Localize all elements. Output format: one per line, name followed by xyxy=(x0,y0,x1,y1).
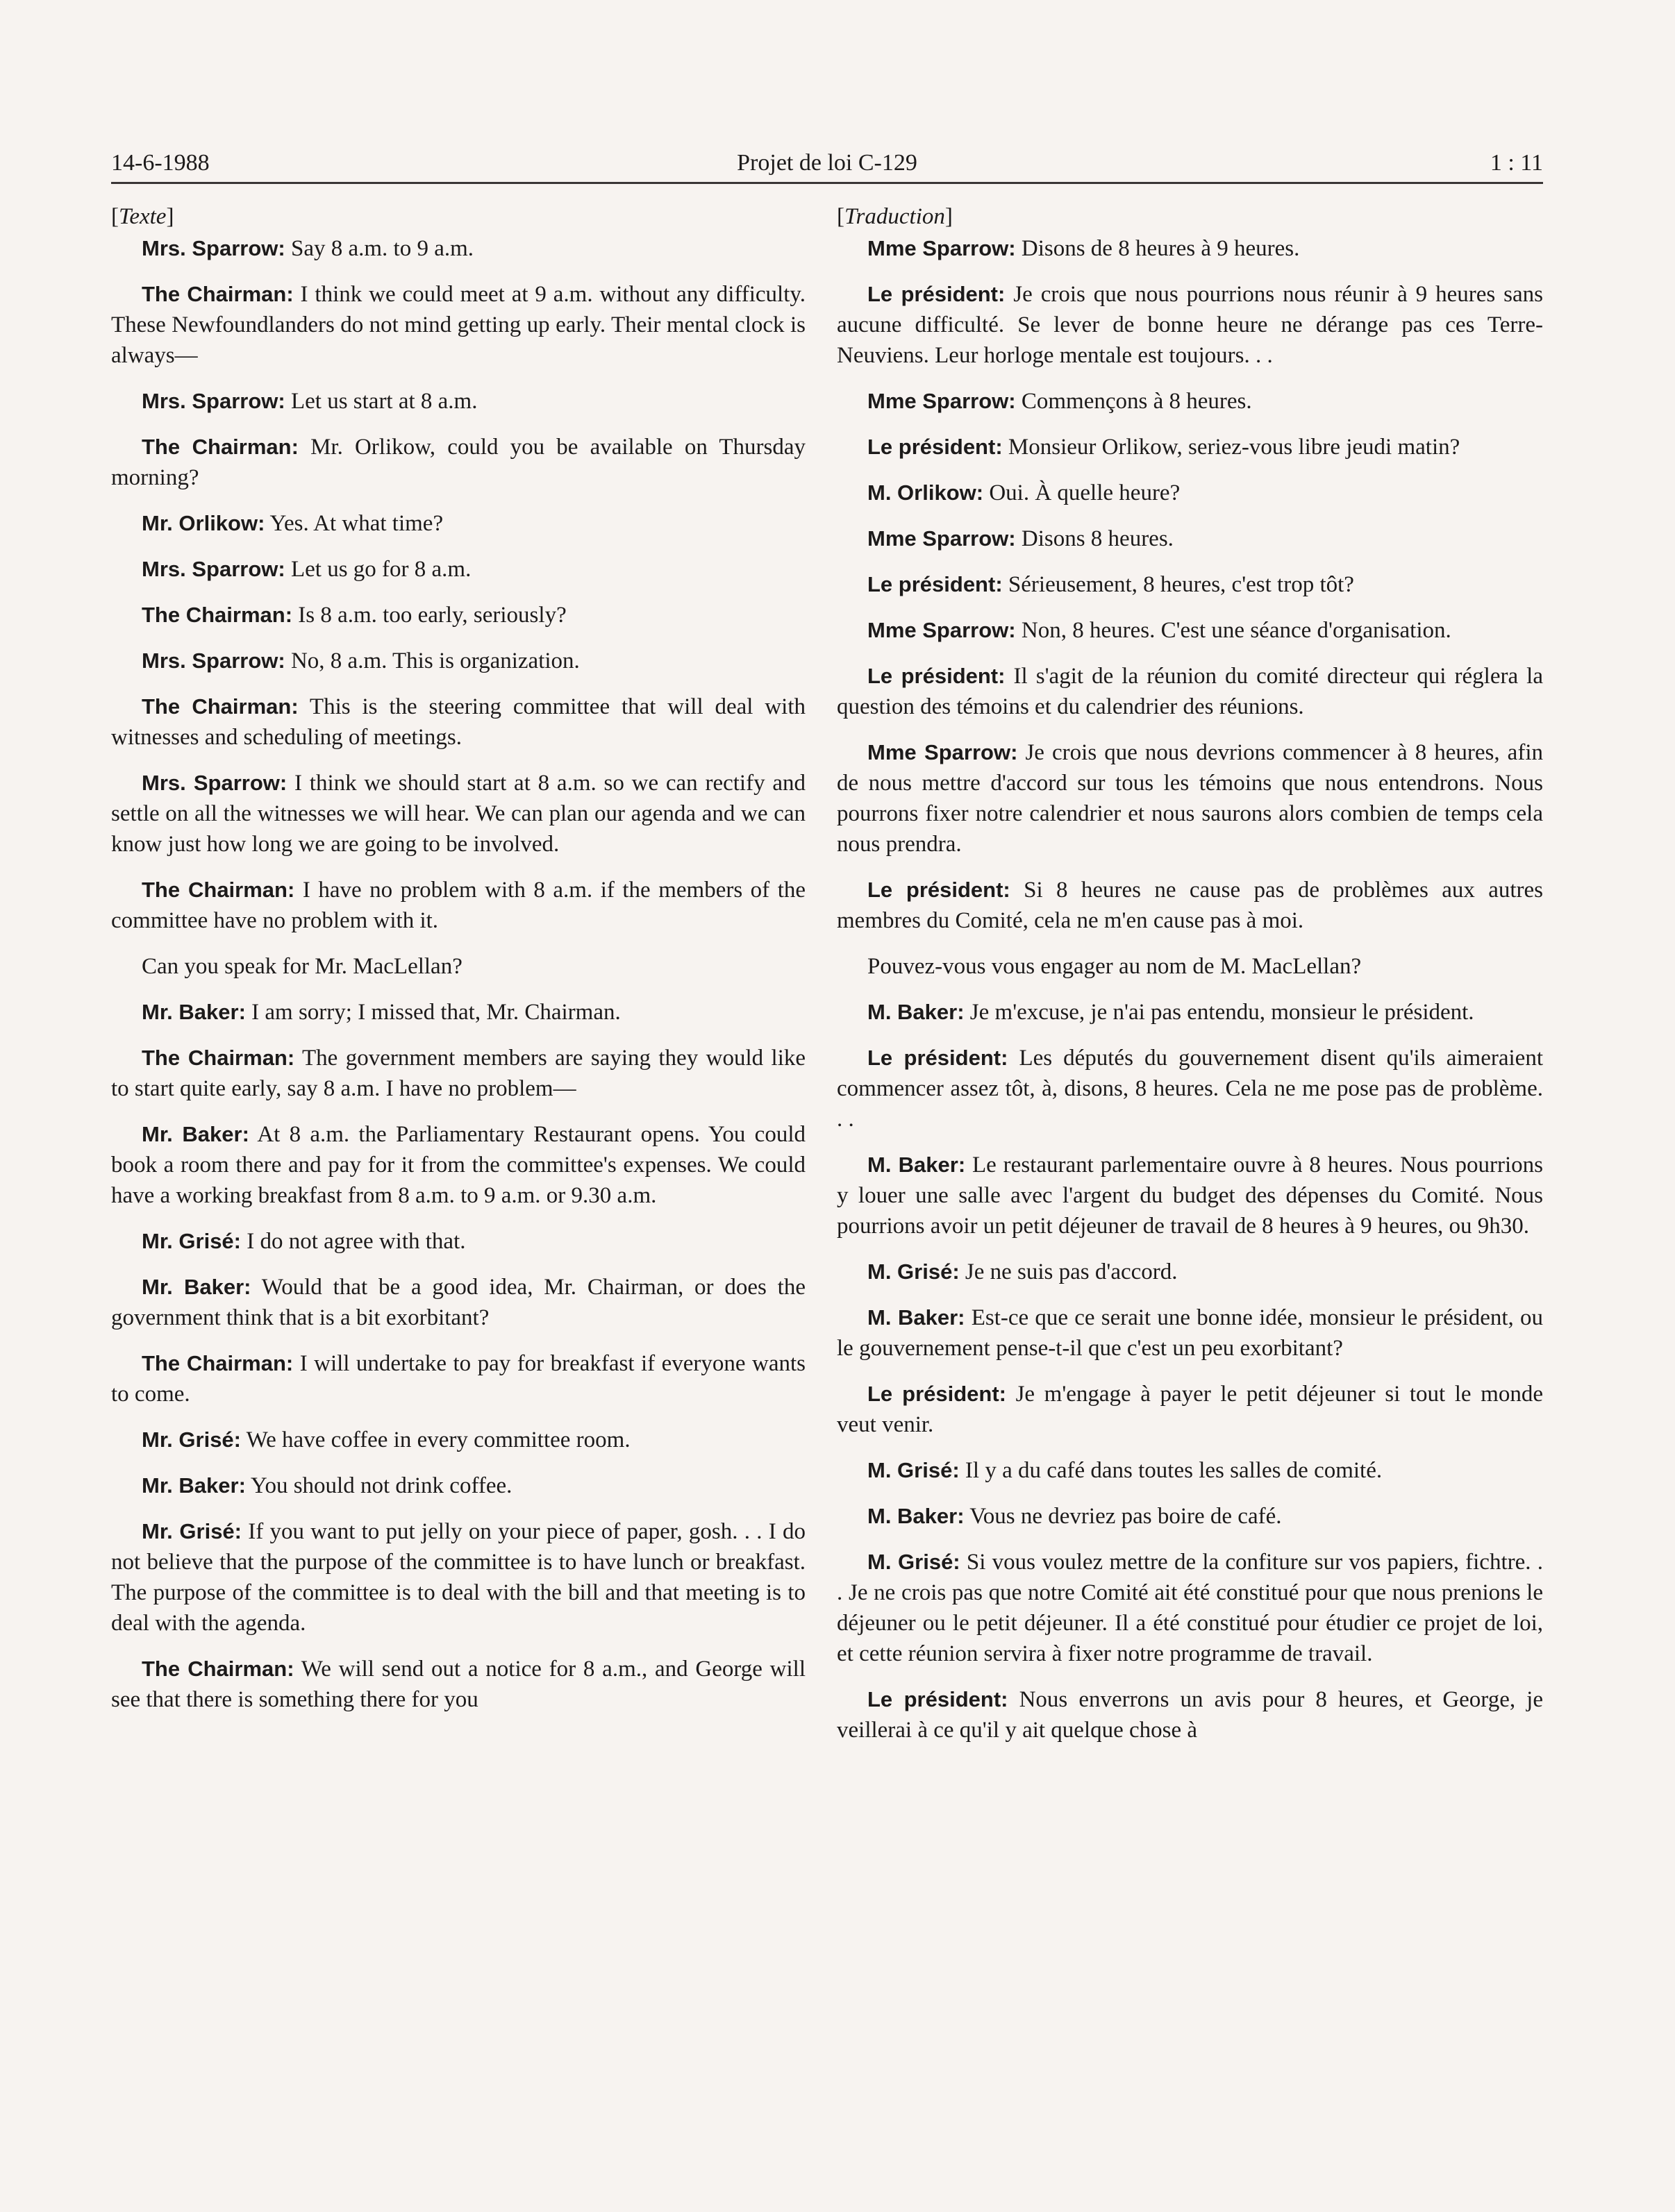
speech-text: Is 8 a.m. too early, seriously? xyxy=(292,603,567,628)
speech-paragraph xyxy=(111,600,806,630)
speech-paragraph xyxy=(111,508,806,539)
speech-text: I am sorry; I missed that, Mr. Chairman. xyxy=(245,1000,621,1025)
speaker-name: The Chairman: xyxy=(142,603,293,627)
speaker-name: Mr. Grisé: xyxy=(142,1229,241,1253)
speech-paragraph xyxy=(111,875,806,936)
speech-text: Les députés du gouvernement disent qu'ils aimeraient commencer assez tôt, à, disons, 8 heures. Cela ne me pose pas de problème. . . xyxy=(837,1046,1543,1132)
speaker-name: M. Baker: xyxy=(867,1504,965,1528)
speaker-name: Mrs. Sparrow: xyxy=(142,771,288,795)
english-column xyxy=(111,201,806,1730)
speaker-name: The Chairman: xyxy=(142,282,294,306)
speaker-name: M. Grisé: xyxy=(867,1458,960,1482)
speaker-name: The Chairman: xyxy=(142,1351,294,1375)
speaker-name: Mrs. Sparrow: xyxy=(142,648,285,673)
speech-text: Je m'excuse, je n'ai pas entendu, monsieur le président. xyxy=(964,1000,1474,1025)
speech-text: We have coffee in every committee room. xyxy=(241,1427,631,1452)
speech-paragraph xyxy=(111,1272,806,1333)
speaker-name: Mr. Baker: xyxy=(142,1473,246,1498)
speech-paragraph xyxy=(111,646,806,676)
speech-paragraph xyxy=(837,1043,1543,1134)
speech-paragraph xyxy=(111,951,806,982)
speech-text: Let us start at 8 a.m. xyxy=(285,389,478,414)
speaker-name: M. Grisé: xyxy=(867,1259,960,1284)
speech-text: Would that be a good idea, Mr. Chairman, or does the government think that is a bit exorbitant? xyxy=(111,1275,806,1330)
page-header xyxy=(111,146,1543,181)
speech-text: No, 8 a.m. This is organization. xyxy=(285,648,580,673)
speech-paragraph xyxy=(837,661,1543,722)
speech-paragraph xyxy=(837,386,1543,417)
speaker-name: Mrs. Sparrow: xyxy=(142,389,285,413)
speaker-name: Le président: xyxy=(867,572,1003,596)
speech-paragraph xyxy=(111,692,806,753)
speech-text: If you want to put jelly on your piece of paper, gosh. . . I do not believe that the purpose of the committee is to have lunch or breakfast. The purpose of the committee is to deal with the bill and that meeting is to deal with the agenda. xyxy=(111,1519,806,1636)
speech-text: Vous ne devriez pas boire de café. xyxy=(964,1504,1282,1529)
speech-text: This is the steering committee that will deal with witnesses and scheduling of meetings. xyxy=(111,694,806,750)
speaker-name: Le président: xyxy=(867,1382,1006,1406)
speaker-name: Le président: xyxy=(867,435,1003,459)
speaker-name: Mme Sparrow: xyxy=(867,618,1016,642)
speech-paragraph xyxy=(837,523,1543,554)
speech-paragraph xyxy=(111,1654,806,1715)
speech-text: Say 8 a.m. to 9 a.m. xyxy=(285,236,474,261)
speaker-name: Mme Sparrow: xyxy=(867,389,1016,413)
speech-text: Let us go for 8 a.m. xyxy=(285,557,472,582)
speech-paragraph xyxy=(111,279,806,371)
speech-text: Si 8 heures ne cause pas de problèmes aux autres membres du Comité, cela ne m'en cause pas à moi. xyxy=(837,878,1543,933)
speaker-name: Mme Sparrow: xyxy=(867,740,1018,764)
speech-text: I do not agree with that. xyxy=(241,1229,466,1254)
speaker-name: M. Baker: xyxy=(867,1305,965,1330)
column-label: [Texte] xyxy=(111,204,174,229)
speech-paragraph xyxy=(111,1043,806,1104)
speech-text: Non, 8 heures. C'est une séance d'organisation. xyxy=(1015,618,1451,643)
speech-text: Disons de 8 heures à 9 heures. xyxy=(1015,236,1300,261)
speech-text: Monsieur Orlikow, seriez-vous libre jeudi matin? xyxy=(1002,435,1460,460)
speech-paragraph xyxy=(837,1257,1543,1287)
speech-paragraph xyxy=(111,386,806,417)
speaker-name: Mr. Grisé: xyxy=(142,1427,241,1452)
speaker-name: M. Baker: xyxy=(867,1153,966,1177)
speech-text: Je m'engage à payer le petit déjeuner si tout le monde veut venir. xyxy=(837,1382,1543,1437)
speech-text: I have no problem with 8 a.m. if the members of the committee have no problem with it. xyxy=(111,878,806,933)
speech-text: I think we should start at 8 a.m. so we can rectify and settle on all the witnesses we will hear. We can plan our agenda and we can know just how long we are going to be involved. xyxy=(111,771,806,857)
speech-text: Yes. At what time? xyxy=(265,511,444,536)
speech-text: I will undertake to pay for breakfast if everyone wants to come. xyxy=(111,1351,806,1407)
speech-paragraph xyxy=(111,768,806,860)
speaker-name: M. Orlikow: xyxy=(867,480,984,505)
speech-paragraph xyxy=(111,432,806,493)
speaker-name: The Chairman: xyxy=(142,878,295,902)
speech-paragraph xyxy=(111,1119,806,1211)
speech-text: Nous enverrons un avis pour 8 heures, et George, je veillerai à ce qu'il y ait quelque chose à xyxy=(837,1687,1543,1743)
speaker-name: Mr. Baker: xyxy=(142,1275,251,1299)
header-page-number: 1 : 11 xyxy=(1490,150,1543,176)
speaker-name: Le président: xyxy=(867,664,1006,688)
speech-text: At 8 a.m. the Parliamentary Restaurant opens. You could book a room there and pay for it from the committee's expenses. We could have a working breakfast from 8 a.m. to 9 a.m. or 9.30 a.m. xyxy=(111,1122,806,1208)
speech-text: Il y a du café dans toutes les salles de comité. xyxy=(959,1458,1383,1483)
speech-text: Le restaurant parlementaire ouvre à 8 heures. Nous pourrions y louer une salle avec l'argent du budget des dépenses du Comité. Nous pourrions avoir un petit déjeuner de travail de 8 heures à 9 heures, ou 9h30. xyxy=(837,1153,1543,1239)
speech-paragraph xyxy=(837,1547,1543,1669)
speech-text: Il s'agit de la réunion du comité directeur qui réglera la question des témoins et du calendrier des réunions. xyxy=(837,664,1543,719)
speaker-name: The Chairman: xyxy=(142,1046,295,1070)
speech-text: Mr. Orlikow, could you be available on Thursday morning? xyxy=(111,435,806,490)
speech-text: We will send out a notice for 8 a.m., and George will see that there is something there for you xyxy=(111,1657,806,1712)
speaker-name: M. Baker: xyxy=(867,1000,965,1024)
speaker-name: Mme Sparrow: xyxy=(867,236,1016,260)
speech-text: Est-ce que ce serait une bonne idée, monsieur le président, ou le gouvernement pense-t-il que c'est un peu exorbitant? xyxy=(837,1305,1543,1361)
speaker-name: Mr. Baker: xyxy=(142,1122,249,1146)
speech-paragraph xyxy=(111,233,806,264)
speaker-name: The Chairman: xyxy=(142,694,299,719)
speech-paragraph xyxy=(837,1302,1543,1364)
speaker-name: Mme Sparrow: xyxy=(867,526,1016,551)
speech-paragraph xyxy=(837,951,1543,982)
speech-paragraph xyxy=(111,1226,806,1257)
speech-paragraph xyxy=(837,1150,1543,1241)
speaker-name: Mr. Grisé: xyxy=(142,1519,242,1543)
speech-paragraph xyxy=(111,1348,806,1409)
speech-text: Je crois que nous pourrions nous réunir à 9 heures sans aucune difficulté. Se lever de bonne heure ne dérange pas ces Terre-Neuviens. Leur horloge mentale est toujours. . . xyxy=(837,282,1543,368)
speech-text: Can you speak for Mr. MacLellan? xyxy=(142,954,462,979)
header-title: Projet de loi C-129 xyxy=(737,150,917,176)
speaker-name: Mrs. Sparrow: xyxy=(142,236,285,260)
speech-paragraph xyxy=(837,615,1543,646)
french-column xyxy=(837,201,1543,1761)
column-label-text: Traduction xyxy=(844,204,945,229)
speaker-name: Le président: xyxy=(867,1046,1008,1070)
column-label-text: Texte xyxy=(119,204,167,229)
speaker-name: Le président: xyxy=(867,1687,1008,1711)
speech-text: Disons 8 heures. xyxy=(1015,526,1174,551)
speech-paragraph xyxy=(837,875,1543,936)
speech-paragraph xyxy=(837,233,1543,264)
speech-text: Commençons à 8 heures. xyxy=(1015,389,1252,414)
speech-paragraph xyxy=(837,432,1543,462)
speaker-name: Mrs. Sparrow: xyxy=(142,557,285,581)
speech-paragraph xyxy=(837,737,1543,860)
speech-paragraph xyxy=(111,554,806,585)
column-label: [Traduction] xyxy=(837,204,953,229)
speech-paragraph xyxy=(837,478,1543,508)
speech-text: Sérieusement, 8 heures, c'est trop tôt? xyxy=(1002,572,1354,597)
speech-paragraph xyxy=(837,279,1543,371)
speech-paragraph xyxy=(837,569,1543,600)
header-date: 14-6-1988 xyxy=(111,150,210,176)
speech-text: Si vous voulez mettre de la confiture sur vos papiers, fichtre. . . Je ne crois pas que notre Comité ait été constitué pour que nous prenions le déjeuner ou le petit déjeuner. Il a été constitué pour étudier ce projet de loi, et cette réunion servira à fixer notre programme de travail. xyxy=(837,1550,1543,1666)
speech-text: Je crois que nous devrions commencer à 8 heures, afin de nous mettre d'accord sur tous les témoins que nous entendrons. Nous pourrons fixer notre calendrier et nous saurons alors combien de temps cela nous prendra. xyxy=(837,740,1543,857)
header-rule xyxy=(111,182,1543,184)
speaker-name: The Chairman: xyxy=(142,435,299,459)
speech-text: The government members are saying they would like to start quite early, say 8 a.m. I have no problem— xyxy=(111,1046,806,1101)
speaker-name: Mr. Orlikow: xyxy=(142,511,265,535)
speech-paragraph xyxy=(837,1684,1543,1745)
speech-text: Oui. À quelle heure? xyxy=(983,480,1181,505)
speech-paragraph xyxy=(111,1516,806,1639)
speech-paragraph xyxy=(111,1425,806,1455)
speaker-name: Mr. Baker: xyxy=(142,1000,246,1024)
speech-text: Je ne suis pas d'accord. xyxy=(959,1259,1178,1284)
speech-text: You should not drink coffee. xyxy=(245,1473,512,1498)
speech-paragraph xyxy=(837,1455,1543,1486)
speech-text: Pouvez-vous vous engager au nom de M. MacLellan? xyxy=(867,954,1362,979)
speaker-name: Le président: xyxy=(867,282,1006,306)
speech-paragraph xyxy=(837,1501,1543,1532)
speech-paragraph xyxy=(111,1471,806,1501)
speech-paragraph xyxy=(111,997,806,1028)
speech-paragraph xyxy=(837,1379,1543,1440)
speaker-name: The Chairman: xyxy=(142,1657,294,1681)
speaker-name: M. Grisé: xyxy=(867,1550,960,1574)
speaker-name: Le président: xyxy=(867,878,1010,902)
speech-paragraph xyxy=(837,997,1543,1028)
speech-text: I think we could meet at 9 a.m. without any difficulty. These Newfoundlanders do not mind getting up early. Their mental clock is always— xyxy=(111,282,806,368)
